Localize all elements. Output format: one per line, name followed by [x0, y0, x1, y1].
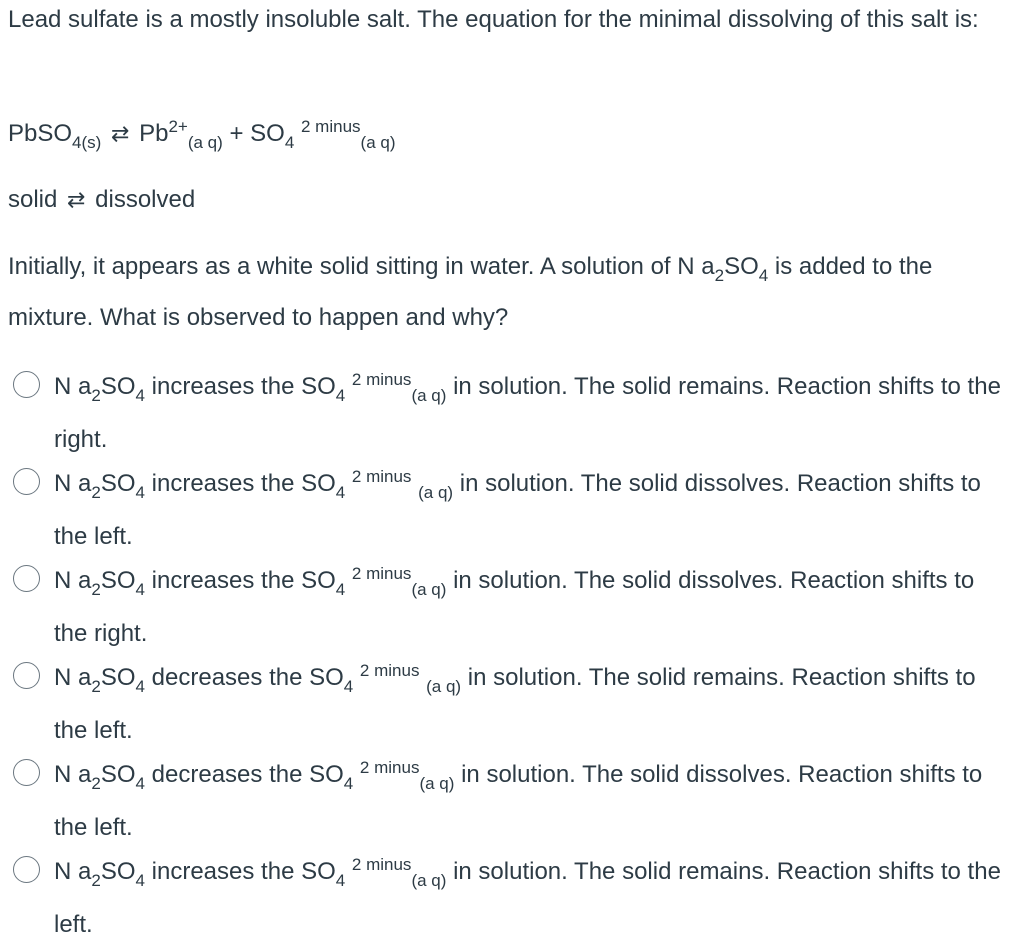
opt-na: N a — [54, 761, 92, 788]
opt-the-so: the SO — [261, 470, 336, 497]
opt-so: SO — [100, 858, 136, 885]
equilibrium-arrow-icon: ⇄ — [110, 121, 130, 146]
opt-so: SO — [100, 664, 136, 691]
radio-button-5[interactable] — [13, 759, 40, 786]
opt-the-so: the SO — [261, 373, 336, 400]
opt-sub4: 4 — [135, 774, 145, 793]
opt-sub4: 4 — [135, 580, 145, 599]
question-content — [8, 0, 1020, 938]
reactant-subscript: 4(s) — [72, 133, 102, 152]
question-part1: Initially, it appears as a white solid sitting in water. A solution of N a — [8, 253, 715, 280]
answer-option-1-text — [54, 358, 1014, 462]
opt-verb: increases — [151, 470, 255, 497]
opt-rest: in solution. The solid dissolves. Reaction shifts to the right. — [54, 567, 975, 647]
anion-charge: 2 minus — [301, 117, 361, 136]
reactant-formula: PbSO — [8, 120, 73, 147]
anion-subscript: 4 — [284, 133, 295, 152]
plus-sign: + — [229, 120, 244, 147]
opt-sub4b: 4 — [335, 580, 346, 599]
opt-sub4b: 4 — [335, 483, 346, 502]
opt-the-so: the SO — [269, 664, 344, 691]
opt-sub2: 2 — [91, 386, 101, 405]
opt-so: SO — [100, 761, 136, 788]
opt-sub4: 4 — [135, 677, 145, 696]
opt-so: SO — [100, 470, 136, 497]
opt-rest: in solution. The solid remains. Reaction shifts to the right. — [54, 373, 1001, 453]
intro-text: Lead sulfate is a mostly insoluble salt. The equation for the minimal dissolving of this salt is: — [8, 6, 979, 33]
answer-option-6-text — [54, 843, 1014, 947]
radio-button-6[interactable] — [13, 856, 40, 883]
question-part3: is added to the mixture. What is observed to happen and why? — [8, 253, 933, 331]
statement-dissolved: dissolved — [95, 186, 196, 213]
radio-button-3[interactable] — [13, 565, 40, 592]
opt-aq: (a q) — [411, 580, 447, 599]
answer-option-2[interactable] — [8, 455, 1020, 552]
opt-rest: in solution. The solid remains. Reaction shifts to the left. — [54, 858, 1001, 938]
cation-state: (a q) — [187, 133, 223, 152]
cation-charge: 2+ — [168, 117, 188, 136]
opt-sub4: 4 — [135, 483, 145, 502]
answer-option-5[interactable] — [8, 746, 1020, 843]
opt-aq: (a q) — [419, 774, 455, 793]
question-part2: SO — [724, 253, 759, 280]
opt-sub2: 2 — [91, 580, 101, 599]
opt-rest: in solution. The solid remains. Reaction shifts to the left. — [54, 664, 976, 744]
opt-aq: (a q) — [426, 677, 462, 696]
opt-aq: (a q) — [418, 483, 454, 502]
answer-option-1[interactable] — [8, 358, 1020, 455]
answer-option-4-text — [54, 649, 1014, 753]
opt-verb: increases — [151, 373, 255, 400]
opt-na: N a — [54, 373, 92, 400]
opt-sub2: 2 — [91, 677, 101, 696]
opt-verb: increases — [151, 858, 255, 885]
radio-button-2[interactable] — [13, 468, 40, 495]
opt-na: N a — [54, 567, 92, 594]
answer-option-3-text — [54, 552, 1014, 656]
statement-solid: solid — [8, 186, 58, 213]
dissolution-equation — [8, 112, 396, 158]
opt-sub4: 4 — [135, 386, 145, 405]
question-text — [8, 246, 1022, 339]
opt-verb: decreases — [151, 664, 263, 691]
opt-rest: in solution. The solid dissolves. Reaction shifts to the left. — [54, 470, 981, 550]
opt-aq: (a q) — [411, 386, 447, 405]
opt-sup: 2 minus — [359, 661, 420, 680]
opt-na: N a — [54, 858, 92, 885]
radio-button-1[interactable] — [13, 371, 40, 398]
question-sub1: 2 — [714, 266, 725, 285]
answer-option-2-text — [54, 455, 1014, 559]
opt-na: N a — [54, 470, 92, 497]
opt-sup: 2 minus — [351, 370, 412, 389]
opt-the-so: the SO — [261, 567, 336, 594]
opt-verb: decreases — [151, 761, 263, 788]
opt-rest: in solution. The solid dissolves. Reaction shifts to the left. — [54, 761, 983, 841]
opt-sub2: 2 — [91, 483, 101, 502]
answer-option-5-text — [54, 746, 1014, 850]
opt-sup: 2 minus — [351, 467, 412, 486]
anion-state: (a q) — [360, 133, 396, 152]
opt-sup: 2 minus — [359, 758, 420, 777]
cation-formula: Pb — [139, 120, 169, 147]
opt-na: N a — [54, 664, 92, 691]
opt-sub4b: 4 — [335, 871, 346, 890]
opt-sub4b: 4 — [343, 774, 354, 793]
answer-option-3[interactable] — [8, 552, 1020, 649]
statement-arrow-icon: ⇄ — [67, 187, 86, 212]
answer-option-6[interactable] — [8, 843, 1020, 940]
opt-sup: 2 minus — [351, 855, 412, 874]
anion-formula: SO — [250, 120, 285, 147]
opt-sub2: 2 — [91, 871, 101, 890]
opt-the-so: the SO — [269, 761, 344, 788]
opt-sup: 2 minus — [351, 564, 412, 583]
opt-the-so: the SO — [261, 858, 336, 885]
opt-sub4: 4 — [135, 871, 145, 890]
opt-so: SO — [100, 373, 136, 400]
answer-option-4[interactable] — [8, 649, 1020, 746]
answer-options — [8, 358, 1020, 940]
opt-aq: (a q) — [411, 871, 447, 890]
opt-so: SO — [100, 567, 136, 594]
opt-sub4b: 4 — [335, 386, 346, 405]
opt-sub4b: 4 — [343, 677, 354, 696]
opt-sub2: 2 — [91, 774, 101, 793]
solid-dissolved-statement — [8, 180, 195, 220]
radio-button-4[interactable] — [13, 662, 40, 689]
question-sub2: 4 — [758, 266, 769, 285]
opt-verb: increases — [151, 567, 255, 594]
